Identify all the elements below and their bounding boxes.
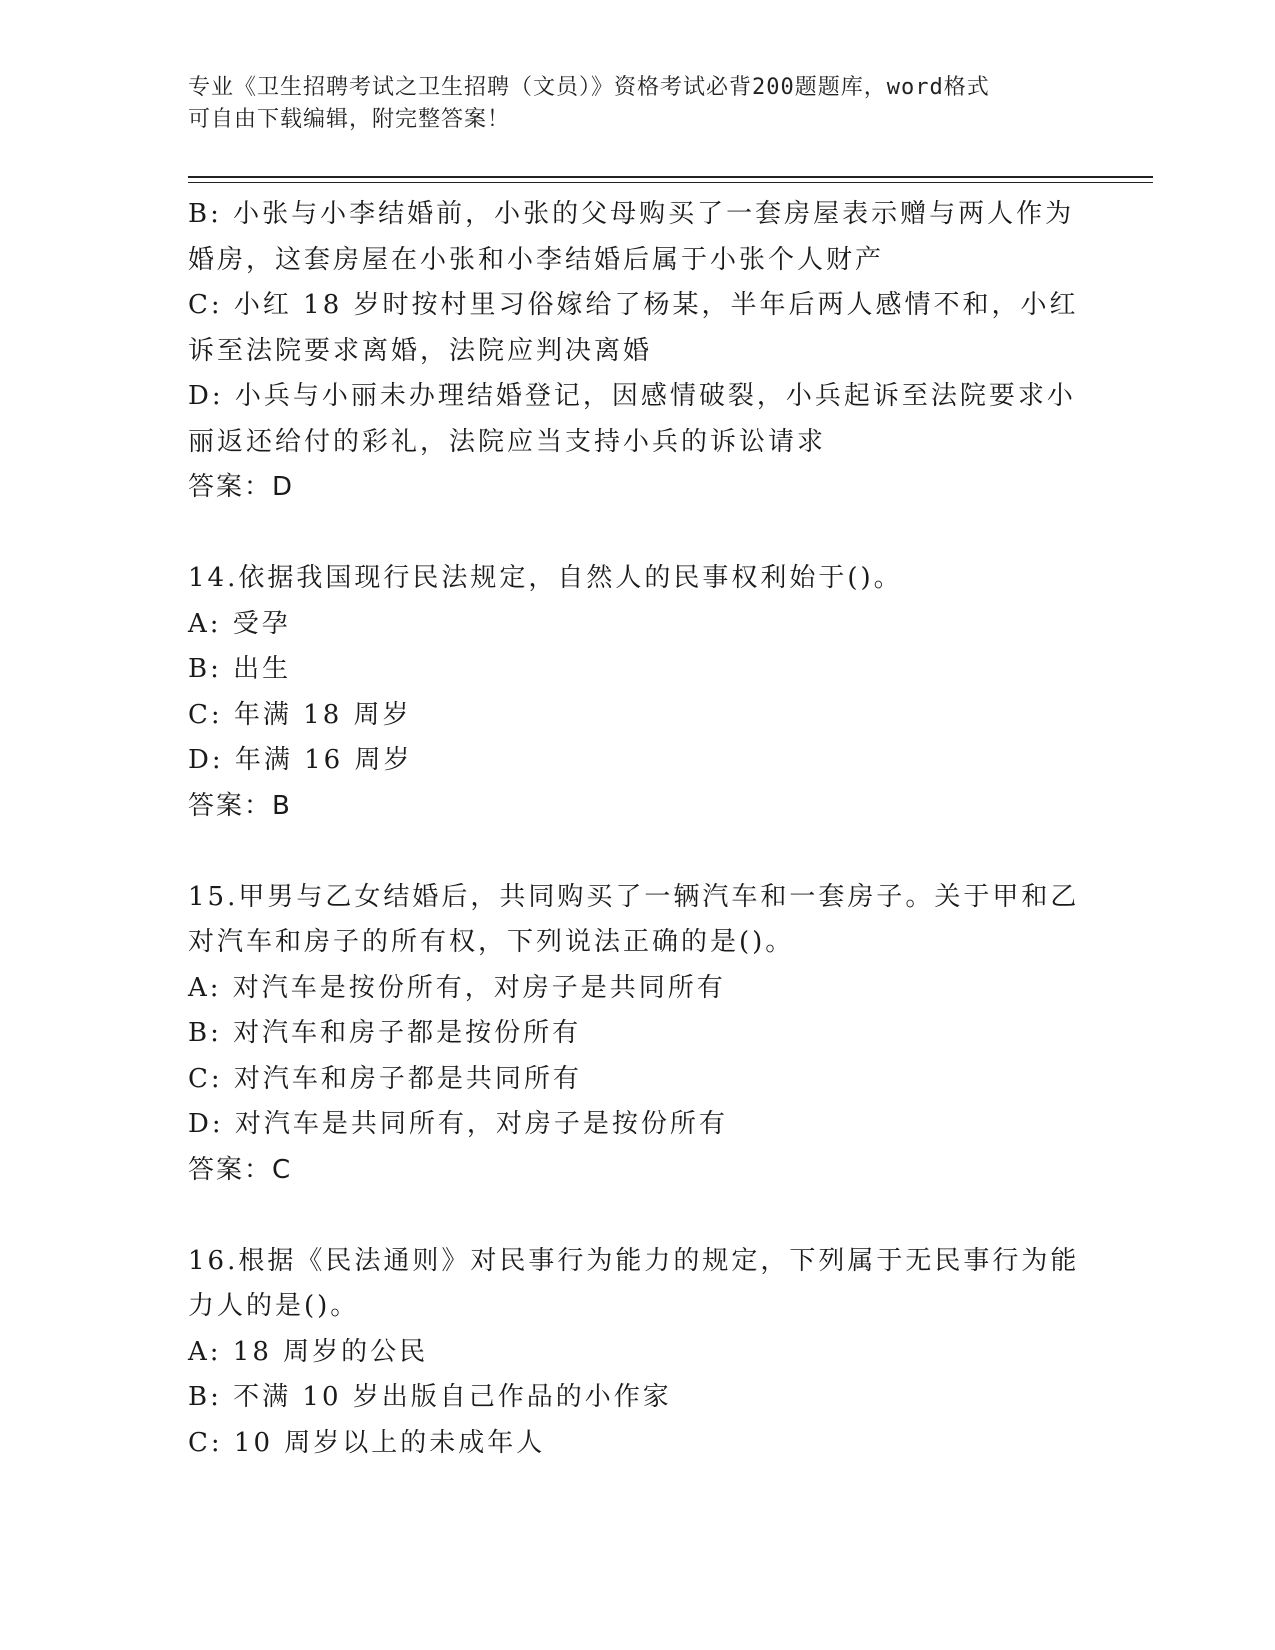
option-a: A: 18 周岁的公民 <box>188 1336 429 1367</box>
header-line-2: 可自由下载编辑，附完整答案！ <box>188 107 511 132</box>
spacer <box>188 511 1068 557</box>
document-header <box>188 72 1068 136</box>
option-b: B: 对汽车和房子都是按份所有 <box>188 1018 582 1048</box>
question-stem-line-2: 对汽车和房子的所有权，下列说法正确的是()。 <box>188 927 795 957</box>
option-c-line-1: C: 小红 18 岁时按村里习俗嫁给了杨某，半年后两人感情不和，小红 <box>188 290 1079 320</box>
option-b-line-1: B: 小张与小李结婚前，小张的父母购买了一套房屋表示赠与两人作为 <box>188 199 1075 229</box>
question-stem-line-1: 16.根据《民法通则》对民事行为能力的规定，下列属于无民事行为能 <box>188 1245 1080 1276</box>
question-16 <box>188 1239 1080 1467</box>
option-c: C: 10 周岁以上的未成年人 <box>188 1427 546 1458</box>
option-b: B: 不满 10 岁出版自己作品的小作家 <box>188 1382 672 1412</box>
answer-line: 答案：D <box>188 472 295 502</box>
option-d: D: 年满 16 周岁 <box>188 745 413 775</box>
answer-line: 答案：C <box>188 1154 293 1185</box>
spacer <box>188 1193 1068 1239</box>
header-line-1: 专业《卫生招聘考试之卫生招聘（文员）》资格考试必背200题题库，word格式 <box>188 75 990 100</box>
header-divider-thick <box>188 176 1153 178</box>
header-divider-thin <box>188 182 1153 183</box>
option-c: C: 年满 18 周岁 <box>188 699 412 730</box>
option-b: B: 出生 <box>188 654 292 684</box>
question-list <box>188 192 1080 1466</box>
option-a: A: 对汽车是按份所有，对房子是共同所有 <box>188 972 726 1003</box>
option-d-line-2: 丽返还给付的彩礼，法院应当支持小兵的诉讼请求 <box>188 426 827 457</box>
answer-line: 答案：B <box>188 790 292 821</box>
option-d: D: 对汽车是共同所有，对房子是按份所有 <box>188 1109 728 1139</box>
option-d-line-1: D: 小兵与小丽未办理结婚登记，因感情破裂，小兵起诉至法院要求小 <box>188 381 1076 411</box>
option-c: C: 对汽车和房子都是共同所有 <box>188 1063 582 1094</box>
spacer <box>188 829 1068 875</box>
option-a: A: 受孕 <box>188 608 291 639</box>
question-stem-line-1: 15.甲男与乙女结婚后，共同购买了一辆汽车和一套房子。关于甲和乙 <box>188 881 1080 912</box>
question-stem-line-2: 力人的是()。 <box>188 1291 360 1321</box>
question-15 <box>188 875 1080 1194</box>
question-14 <box>188 556 1068 829</box>
option-c-line-2: 诉至法院要求离婚，法院应判决离婚 <box>188 335 653 366</box>
option-b-line-2: 婚房，这套房屋在小张和小李结婚后属于小张个人财产 <box>188 244 885 275</box>
question-13-tail <box>188 192 1079 511</box>
question-stem: 14.依据我国现行民法规定，自然人的民事权利始于()。 <box>188 563 903 593</box>
